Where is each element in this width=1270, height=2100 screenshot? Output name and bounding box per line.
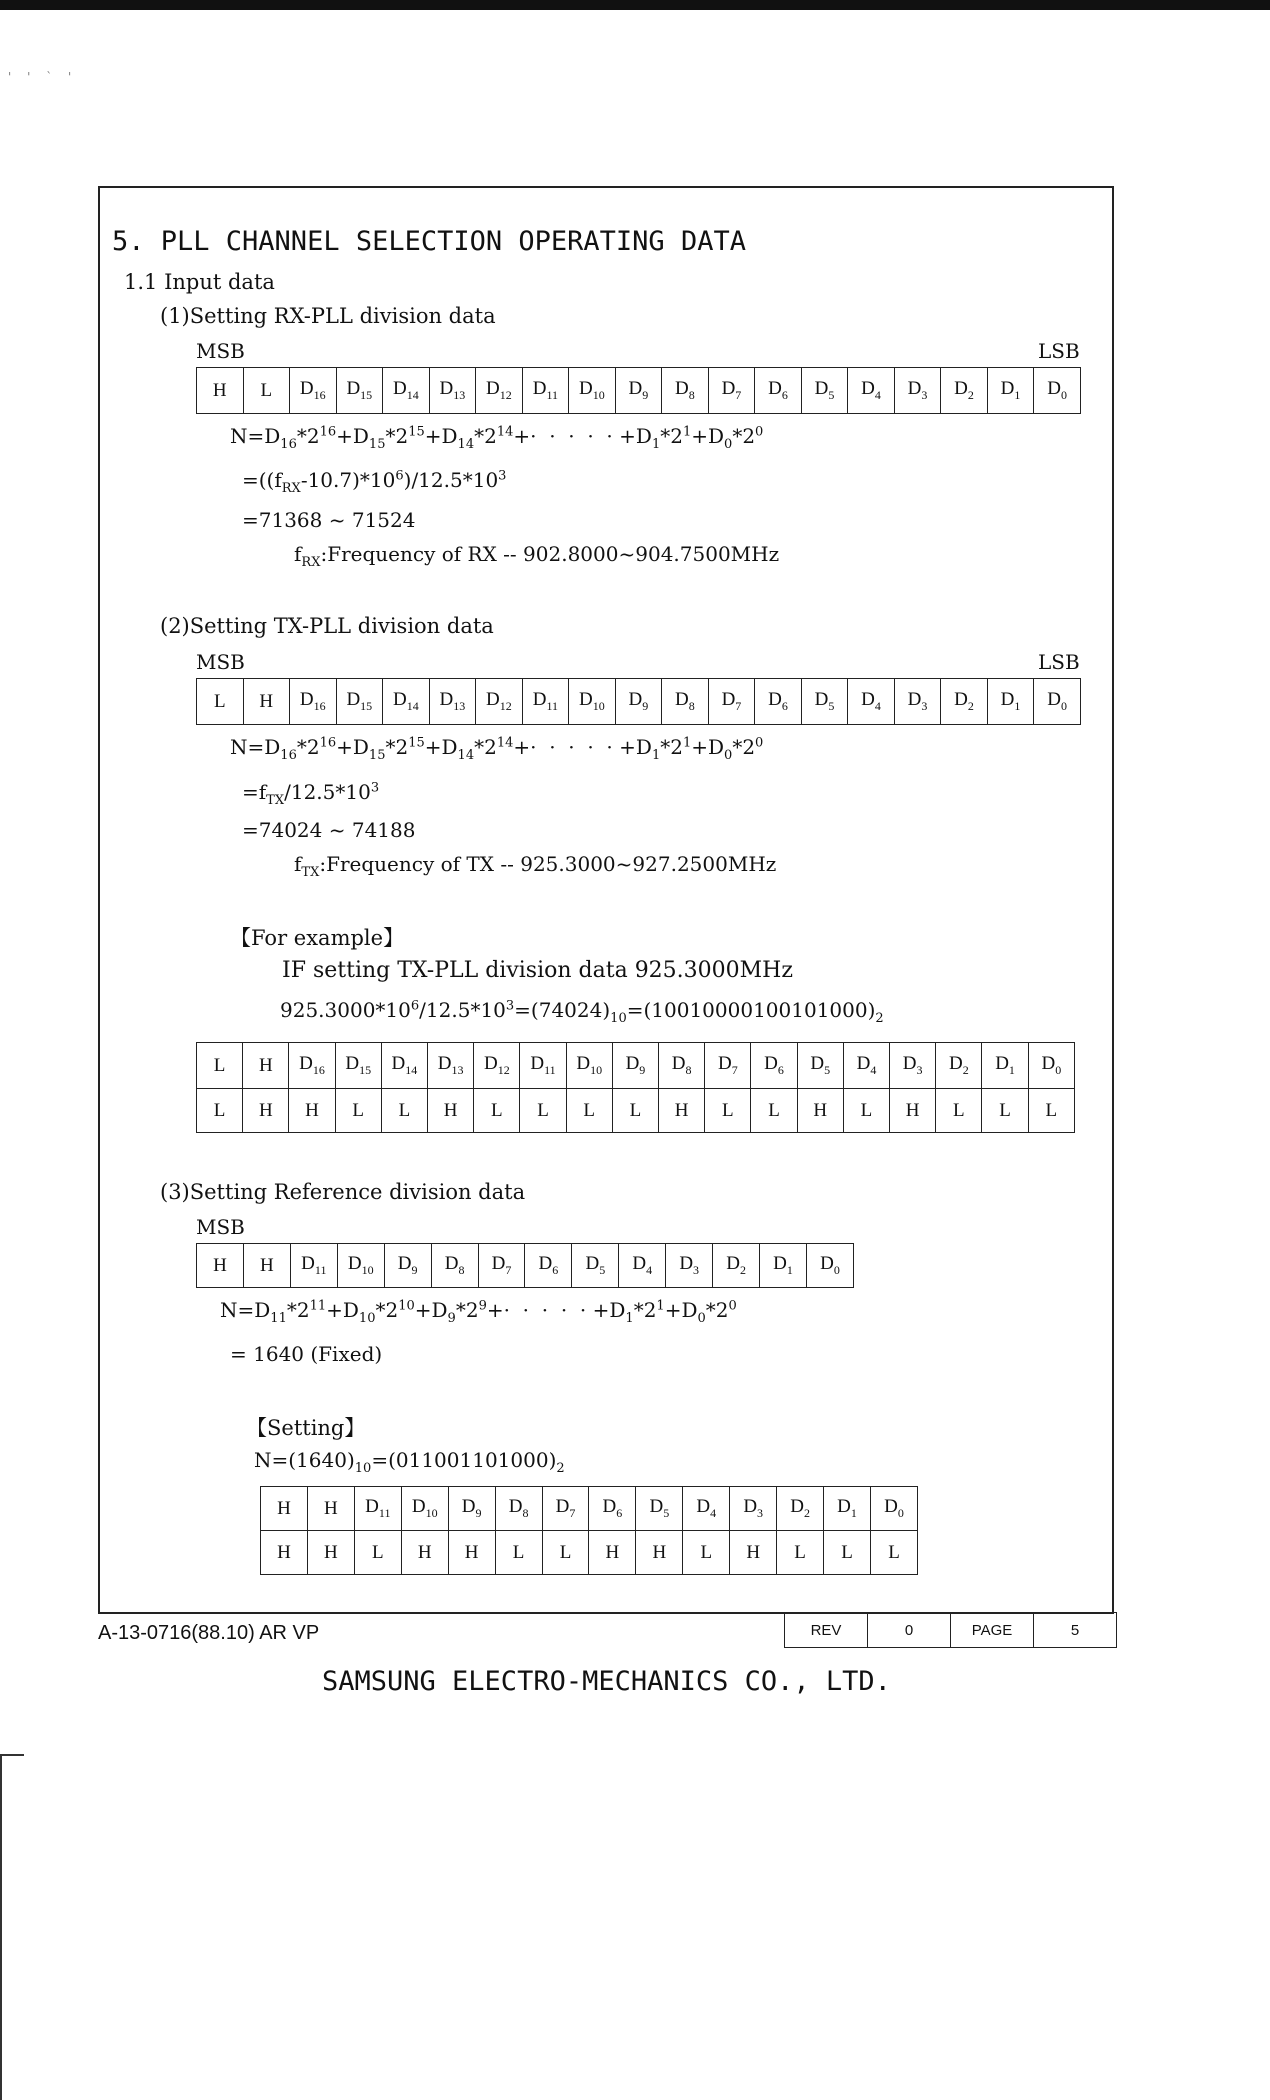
rx-eq1: $=((f_{RX}-10.7)*10^6)/12.5*10^3$: [242, 468, 507, 496]
tx-heading: (2)Setting TX-PLL division data: [160, 614, 494, 638]
rx-bit-2: $D_{16}$: [290, 368, 337, 414]
ref-bit-13: $D_0$: [806, 1244, 853, 1288]
ref-heading: (3)Setting Reference division data: [160, 1180, 526, 1204]
tx-bit-1: H: [243, 679, 290, 725]
tx-bit-4: $D_{14}$: [383, 679, 430, 725]
tx-bit-13: $D_5$: [801, 679, 848, 725]
tx-bit-2: $D_{16}$: [290, 679, 337, 725]
rx-bit-18: $D_0$: [1034, 368, 1081, 414]
ref-bit-7: $D_6$: [525, 1244, 572, 1288]
setting-value-row: [261, 1531, 918, 1575]
tx-bit-8: $D_{10}$: [569, 679, 616, 725]
example-value-cell-3: L: [335, 1089, 381, 1133]
example-line2: $925.3000*10^6/12.5*10^3=(74024)_{10}=(10010000100101000)_2$: [280, 998, 884, 1026]
tx-frequency: $f_{TX}:Frequency$ of TX -- 925.3000~927.2500MHz: [294, 852, 777, 880]
example-header-cell-17: $D_1$: [982, 1043, 1028, 1089]
scan-edge-tick: [0, 1754, 24, 1756]
ref-formula: $N=D_{11}*2^{11}+D_{10}*2^{10}+D_9*2^9+\cdot$ · · · · $+D_1*2^1+D_0*2^0$: [220, 1298, 737, 1326]
rx-heading: (1)Setting RX-PLL division data: [160, 304, 496, 328]
tx-eq2: =74024 ~ 74188: [242, 818, 416, 842]
rx-bit-14: $D_4$: [848, 368, 895, 414]
example-value-cell-12: L: [751, 1089, 797, 1133]
ref-bit-5: $D_8$: [431, 1244, 478, 1288]
setting-value-cell-12: L: [824, 1531, 871, 1575]
example-value-cell-1: H: [243, 1089, 289, 1133]
example-header-cell-11: $D_7$: [705, 1043, 751, 1089]
rx-bit-row: [197, 368, 1081, 414]
subsection-title: 1.1 Input data: [124, 270, 275, 294]
example-value-cell-0: L: [197, 1089, 243, 1133]
tx-bit-15: $D_3$: [894, 679, 941, 725]
setting-value-cell-2: L: [354, 1531, 401, 1575]
setting-header-cell-4: $D_9$: [448, 1487, 495, 1531]
setting-header-cell-6: $D_7$: [542, 1487, 589, 1531]
rx-lsb-label: LSB: [1038, 339, 1080, 363]
example-header-cell-13: $D_5$: [797, 1043, 843, 1089]
ref-msb-label: MSB: [196, 1215, 245, 1239]
rx-bit-10: $D_8$: [662, 368, 709, 414]
example-header-cell-15: $D_3$: [890, 1043, 936, 1089]
rx-msb-label: MSB: [196, 339, 245, 363]
setting-value-cell-3: H: [401, 1531, 448, 1575]
example-heading: 【For example】: [230, 926, 405, 950]
tx-bit-6: $D_{12}$: [476, 679, 523, 725]
example-header-cell-9: $D_9$: [612, 1043, 658, 1089]
setting-value-cell-6: L: [542, 1531, 589, 1575]
ref-bit-12: $D_1$: [760, 1244, 807, 1288]
setting-header-cell-7: $D_6$: [589, 1487, 636, 1531]
setting-header-row: [261, 1487, 918, 1531]
tx-bit-10: $D_8$: [662, 679, 709, 725]
rx-bit-0: H: [197, 368, 244, 414]
ref-bit-row: [197, 1244, 854, 1288]
example-header-cell-2: $D_{16}$: [289, 1043, 335, 1089]
ref-bit-8: $D_5$: [572, 1244, 619, 1288]
section-title: 5. PLL CHANNEL SELECTION OPERATING DATA: [112, 226, 746, 257]
rx-bit-3: $D_{15}$: [336, 368, 383, 414]
tx-bit-14: $D_4$: [848, 679, 895, 725]
ref-bit-11: $D_2$: [713, 1244, 760, 1288]
ref-bit-4: $D_9$: [384, 1244, 431, 1288]
rev-value: 0: [868, 1613, 951, 1648]
ref-bit-10: $D_3$: [666, 1244, 713, 1288]
ref-bit-6: $D_7$: [478, 1244, 525, 1288]
tx-formula: $N=D_{16}*2^{16}+D_{15}*2^{15}+D_{14}*2^{14}+\cdot$ · · · · $+D_1*2^1+D_0*2^0$: [230, 735, 764, 763]
setting-value-cell-8: H: [636, 1531, 683, 1575]
rx-bit-table: [196, 367, 1081, 414]
scan-specks: ' ' ` ': [8, 70, 78, 84]
example-value-cell-9: L: [612, 1089, 658, 1133]
rx-bit-11: $D_7$: [708, 368, 755, 414]
ref-bit-2: $D_{11}$: [290, 1244, 337, 1288]
example-value-cell-15: H: [890, 1089, 936, 1133]
ref-bit-3: $D_{10}$: [337, 1244, 384, 1288]
tx-bit-row: [197, 679, 1081, 725]
rx-bit-15: $D_3$: [894, 368, 941, 414]
ref-bit-0: H: [197, 1244, 244, 1288]
example-value-cell-11: L: [705, 1089, 751, 1133]
tx-bit-0: L: [197, 679, 244, 725]
setting-value-cell-10: H: [730, 1531, 777, 1575]
tx-bit-table: [196, 678, 1081, 725]
tx-bit-16: $D_2$: [941, 679, 988, 725]
example-value-cell-2: H: [289, 1089, 335, 1133]
tx-eq1: $=f_{TX}/12.5*10^3$: [242, 780, 380, 808]
rev-label: REV: [785, 1613, 868, 1648]
tx-bit-17: $D_1$: [987, 679, 1034, 725]
example-value-cell-8: L: [566, 1089, 612, 1133]
setting-heading: 【Setting】: [246, 1416, 366, 1440]
tx-bit-3: $D_{15}$: [336, 679, 383, 725]
setting-bit-table: [260, 1486, 918, 1575]
example-header-row: [197, 1043, 1075, 1089]
doc-code: A-13-0716(88.10) AR VP: [98, 1622, 320, 1644]
tx-bit-9: $D_9$: [615, 679, 662, 725]
tx-bit-11: $D_7$: [708, 679, 755, 725]
setting-header-cell-10: $D_3$: [730, 1487, 777, 1531]
example-header-cell-16: $D_2$: [936, 1043, 982, 1089]
example-value-cell-6: L: [474, 1089, 520, 1133]
setting-header-cell-8: $D_5$: [636, 1487, 683, 1531]
rx-bit-5: $D_{13}$: [429, 368, 476, 414]
example-value-cell-7: L: [520, 1089, 566, 1133]
rx-bit-17: $D_1$: [987, 368, 1034, 414]
setting-header-cell-0: H: [261, 1487, 308, 1531]
rx-formula: $N=D_{16}*2^{16}+D_{15}*2^{15}+D_{14}*2^{14}+\cdot$ · · · · $+D_1*2^1+D_0*2^0$: [230, 424, 764, 452]
example-header-cell-4: $D_{14}$: [381, 1043, 427, 1089]
setting-header-cell-1: H: [307, 1487, 354, 1531]
rx-bit-12: $D_6$: [755, 368, 802, 414]
setting-value-cell-4: H: [448, 1531, 495, 1575]
example-bit-table: [196, 1042, 1075, 1133]
tx-bit-5: $D_{13}$: [429, 679, 476, 725]
example-header-cell-7: $D_{11}$: [520, 1043, 566, 1089]
example-line1: IF setting TX-PLL division data 925.3000MHz: [282, 958, 793, 983]
example-value-cell-5: H: [428, 1089, 474, 1133]
example-value-cell-17: L: [982, 1089, 1028, 1133]
example-header-cell-14: $D_4$: [843, 1043, 889, 1089]
setting-header-cell-12: $D_1$: [824, 1487, 871, 1531]
example-header-cell-18: $D_0$: [1028, 1043, 1074, 1089]
example-value-cell-4: L: [381, 1089, 427, 1133]
example-header-cell-0: L: [197, 1043, 243, 1089]
company-name: SAMSUNG ELECTRO-MECHANICS CO., LTD.: [322, 1666, 891, 1697]
setting-value-cell-0: H: [261, 1531, 308, 1575]
example-header-cell-5: $D_{13}$: [428, 1043, 474, 1089]
tx-bit-12: $D_6$: [755, 679, 802, 725]
example-header-cell-8: $D_{10}$: [566, 1043, 612, 1089]
setting-header-cell-9: $D_4$: [683, 1487, 730, 1531]
example-value-row: [197, 1089, 1075, 1133]
example-value-cell-16: L: [936, 1089, 982, 1133]
ref-bit-9: $D_4$: [619, 1244, 666, 1288]
example-header-cell-1: H: [243, 1043, 289, 1089]
example-value-cell-13: H: [797, 1089, 843, 1133]
example-header-cell-3: $D_{15}$: [335, 1043, 381, 1089]
tx-bit-18: $D_0$: [1034, 679, 1081, 725]
setting-header-cell-5: $D_8$: [495, 1487, 542, 1531]
rx-eq2: =71368 ~ 71524: [242, 508, 416, 532]
setting-value-cell-9: L: [683, 1531, 730, 1575]
ref-bit-1: H: [243, 1244, 290, 1288]
setting-header-cell-13: $D_0$: [870, 1487, 917, 1531]
tx-bit-7: $D_{11}$: [522, 679, 569, 725]
rx-frequency: $f_{RX}:Frequency$ of RX -- 902.8000~904.7500MHz: [294, 542, 780, 570]
rx-bit-1: L: [243, 368, 290, 414]
setting-value-cell-11: L: [777, 1531, 824, 1575]
rev-page-box: [784, 1612, 1117, 1648]
example-value-cell-18: L: [1028, 1089, 1074, 1133]
setting-value-cell-7: H: [589, 1531, 636, 1575]
rx-bit-4: $D_{14}$: [383, 368, 430, 414]
setting-header-cell-2: $D_{11}$: [354, 1487, 401, 1531]
rx-bit-16: $D_2$: [941, 368, 988, 414]
rx-bit-6: $D_{12}$: [476, 368, 523, 414]
example-header-cell-12: $D_6$: [751, 1043, 797, 1089]
top-rule: [0, 0, 1270, 10]
rx-bit-7: $D_{11}$: [522, 368, 569, 414]
setting-value-cell-13: L: [870, 1531, 917, 1575]
rx-bit-9: $D_9$: [615, 368, 662, 414]
example-value-cell-14: L: [843, 1089, 889, 1133]
scan-edge-line: [0, 1754, 2, 2100]
setting-header-cell-11: $D_2$: [777, 1487, 824, 1531]
rx-bit-8: $D_{10}$: [569, 368, 616, 414]
example-header-cell-10: $D_8$: [659, 1043, 705, 1089]
rx-bit-13: $D_5$: [801, 368, 848, 414]
page-value: 5: [1034, 1613, 1117, 1648]
setting-value-cell-5: L: [495, 1531, 542, 1575]
setting-value-cell-1: H: [307, 1531, 354, 1575]
example-header-cell-6: $D_{12}$: [474, 1043, 520, 1089]
setting-header-cell-3: $D_{10}$: [401, 1487, 448, 1531]
ref-bit-table: [196, 1243, 854, 1288]
tx-msb-label: MSB: [196, 650, 245, 674]
page-label: PAGE: [951, 1613, 1034, 1648]
example-value-cell-10: H: [659, 1089, 705, 1133]
tx-lsb-label: LSB: [1038, 650, 1080, 674]
ref-eq: = 1640 (Fixed): [230, 1342, 383, 1366]
setting-line: $N=(1640)_{10}=(011001101000)_2$: [254, 1448, 565, 1476]
